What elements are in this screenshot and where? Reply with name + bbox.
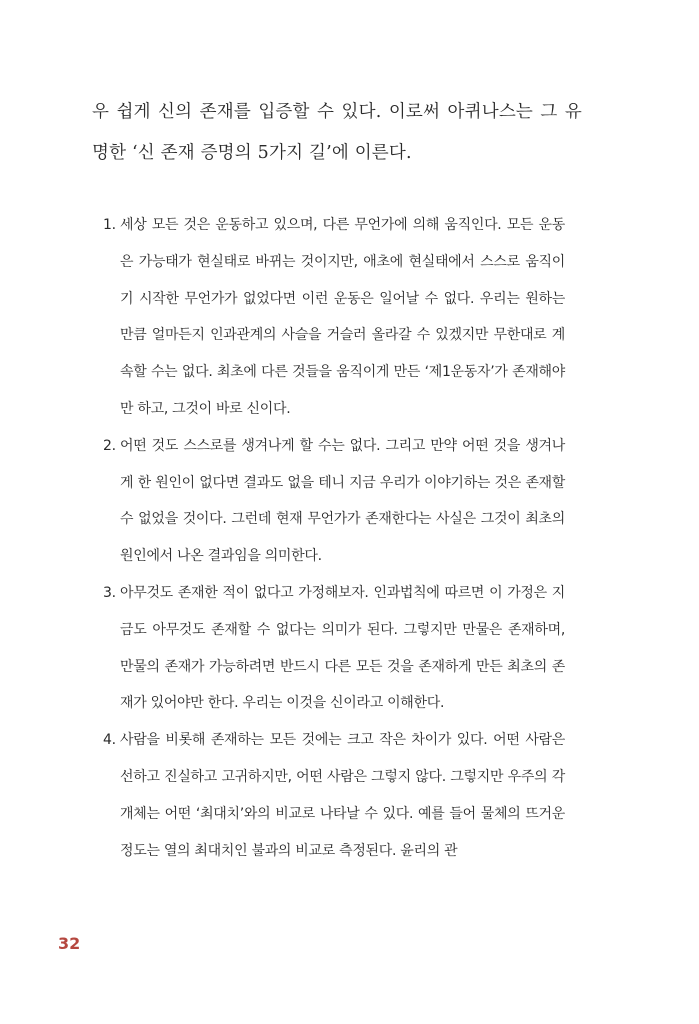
page-number: 32 (58, 934, 81, 953)
intro-paragraph (92, 92, 582, 174)
list-item-text: 사람을 비롯해 존재하는 모든 것에는 크고 작은 차이가 있다. 어떤 사람은 선하고 진실하고 고귀하지만, 어떤 사람은 그렇지 않다. 그렇지만 우주의 각 개체는 어떤 ‘최대치’와의 비교로 나타날 수 있다. 예를 들어 물체의 뜨거운 정도는 열의 최대치인 불과의 비교로 측정된다. 윤리의 관 (120, 732, 565, 859)
list-item (103, 207, 565, 428)
list-item-number: 2. (103, 437, 116, 454)
list-item-text: 어떤 것도 스스로를 생겨나게 할 수는 없다. 그리고 만약 어떤 것을 생겨나게 한 원인이 없다면 결과도 없을 테니 지금 우리가 이야기하는 것은 존재할 수 없었을 것이다. 그런데 현재 무언가가 존재한다는 사실은 그것이 최초의 원인에서 나온 결과임을 의미한다. (120, 437, 565, 565)
list-item-text: 세상 모든 것은 운동하고 있으며, 다른 무언가에 의해 움직인다. 모든 운동은 가능태가 현실태로 바뀌는 것이지만, 애초에 현실태에서 스스로 움직이기 시작한 무언가가 없었다면 이런 운동은 일어날 수 없다. 우리는 원하는 만큼 얼마든지 인과관계의 사슬을 거슬러 올라갈 수 있겠지만 무한대로 계속할 수는 없다. 최초에 다른 것들을 움직이게 만든 ‘제1운동자’가 존재해야만 하고, 그것이 바로 신이다. (120, 217, 565, 417)
list-item (103, 575, 565, 722)
list-item (103, 428, 565, 575)
list-item (103, 722, 565, 869)
list-item-number: 3. (103, 584, 116, 601)
list-item-text: 아무것도 존재한 적이 없다고 가정해보자. 인과법칙에 따르면 이 가정은 지금도 아무것도 존재할 수 없다는 의미가 된다. 그렇지만 만물은 존재하며, 만물의 존재가 가능하려면 반드시 다른 모든 것을 존재하게 만든 최초의 존재가 있어야만 한다. 우리는 이것을 신이라고 이해한다. (120, 584, 565, 712)
intro-text: 우 쉽게 신의 존재를 입증할 수 있다. 이로써 아퀴나스는 그 유명한 ‘신 존재 증명의 5가지 길’에 이른다. (92, 102, 582, 163)
list-item-number: 4. (103, 732, 116, 749)
proof-list (103, 207, 565, 869)
list-item-number: 1. (103, 217, 116, 233)
